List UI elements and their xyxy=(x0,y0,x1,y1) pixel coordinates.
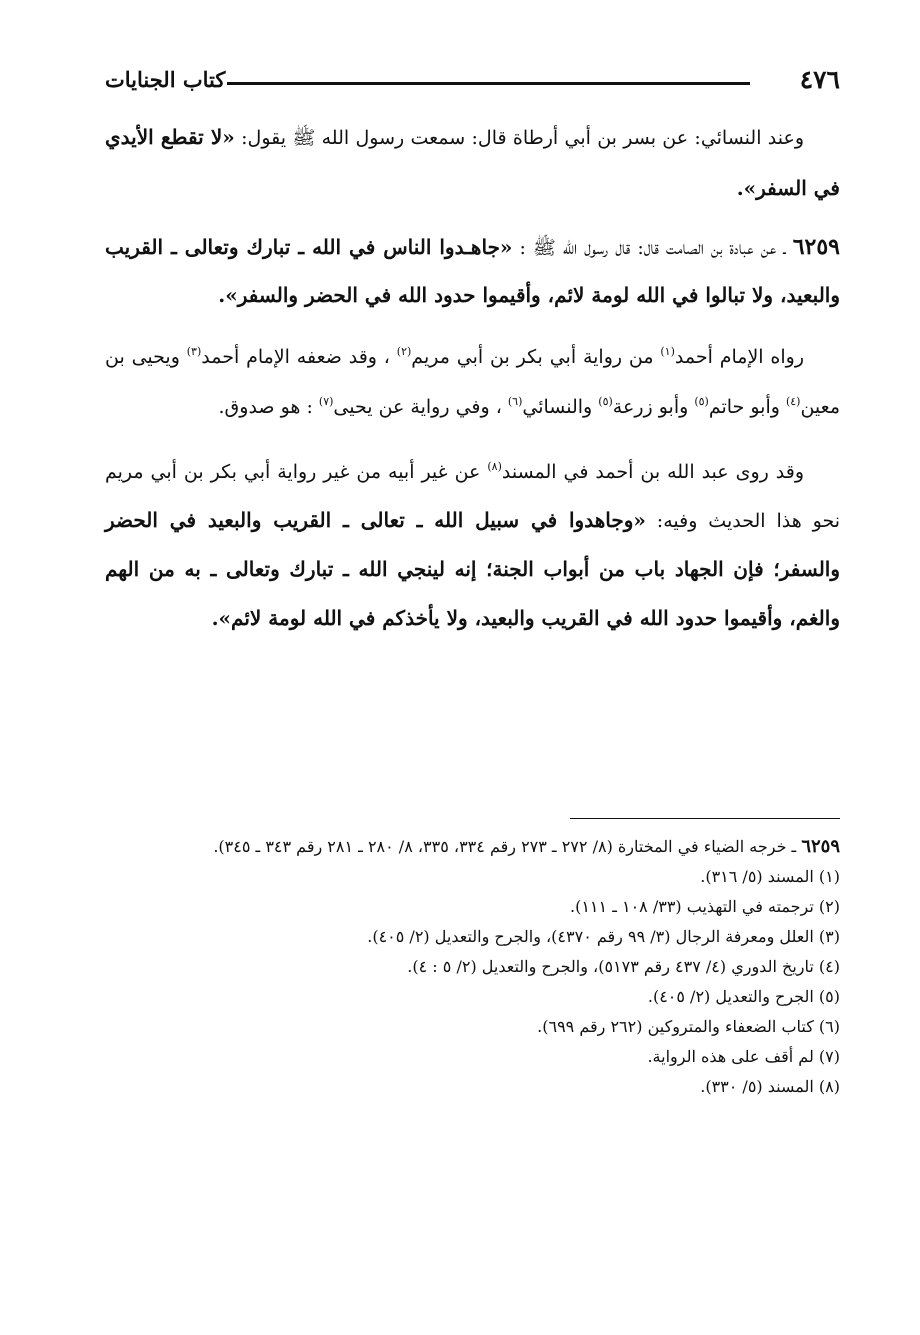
footnote-hadith-takhrij xyxy=(105,832,840,862)
hadith-isnad: ـ عن عبادة بن الصامت قال: قال رسول الله ﷺ : xyxy=(519,237,786,259)
footnote-ref: (١) xyxy=(660,345,675,358)
footnote-ref: (٥) xyxy=(598,395,613,408)
footnote-separator xyxy=(570,818,840,819)
footnote-ref: (٤) xyxy=(785,395,801,408)
paragraph-nasai xyxy=(105,112,840,214)
footnote-5: (٥) الجرح والتعديل (٢/ ٤٠٥). xyxy=(647,987,840,1006)
footnote-6: (٦) كتاب الضعفاء والمتروكين (٢٦٢ رقم ٦٩٩). xyxy=(537,1017,840,1036)
footnote-hadith-number: ٦٢٥٩ xyxy=(801,836,840,857)
text-span: ويحيى بن معين xyxy=(105,346,840,418)
text-span: من رواية أبي بكر بن أبي مريم xyxy=(411,346,661,368)
page-number: ٤٧٦ xyxy=(799,65,840,94)
footnotes xyxy=(105,832,840,1102)
footnote-8: (٨) المسند (٥/ ٣٣٠). xyxy=(700,1077,840,1096)
text-span: رواه الإمام أحمد xyxy=(674,346,804,368)
text-span: ، وقد ضعفه الإمام أحمد xyxy=(201,346,397,368)
page-header xyxy=(105,62,840,98)
footnote-7: (٧) لم أقف على هذه الرواية. xyxy=(647,1047,840,1066)
hadith-quote: «لا تقطع الأيدي في السفر». xyxy=(105,125,840,200)
footnote-ref: (٢) xyxy=(396,345,412,358)
hadith-quote: «جاهـدوا الناس في الله ـ تبارك وتعالى ـ القريب والبعيد، ولا تبالوا في الله لومة لائم، وأقيموا حدود الله في الحضر والسفر». xyxy=(105,235,840,307)
text-span: : هو صدوق. xyxy=(218,396,319,418)
text-span: وقد روى عبد الله بن أحمد في المسند xyxy=(501,461,804,483)
footnote-ref: (٣) xyxy=(186,345,202,358)
footnote-1: (١) المسند (٥/ ٣١٦). xyxy=(700,867,840,886)
text-span: عن غير أبيه من غير رواية أبي بكر بن أبي مريم نحو هذا الحديث وفيه: xyxy=(105,461,840,532)
text-span: وأبو حاتم xyxy=(708,396,786,418)
paragraph-lead: وعند النسائي: عن بسر بن أبي أرطاة قال: سمعت رسول الله ﷺ يقول: xyxy=(241,127,805,149)
text-span: وأبو زرعة xyxy=(612,396,695,418)
footnote-ref: (٦) xyxy=(507,395,523,408)
text-span: والنسائي xyxy=(522,396,599,418)
footnote-3: (٣) العلل ومعرفة الرجال (٣/ ٩٩ رقم ٤٣٧٠)، والجرح والتعديل (٢/ ٤٠٥). xyxy=(367,927,840,946)
footnote-ref: (٨) xyxy=(487,460,502,473)
paragraph-narration xyxy=(105,332,840,432)
main-text xyxy=(105,112,840,643)
hadith-number: ٦٢٥٩ xyxy=(792,234,840,260)
text-span: ، وفي رواية عن يحيى xyxy=(333,396,508,418)
footnote-4: (٤) تاريخ الدوري (٤/ ٤٣٧ رقم ٥١٧٣)، والجرح والتعديل (٢/ ٥ : ٤). xyxy=(407,957,840,976)
footnote-2: (٢) ترجمته في التهذيب (٣٣/ ١٠٨ ـ ١١١). xyxy=(570,897,840,916)
running-title: كتاب الجنايات xyxy=(105,67,226,92)
paragraph-musnad xyxy=(105,448,840,643)
hadith-6259 xyxy=(105,224,840,320)
footnote-ref: (٧) xyxy=(318,395,334,408)
hadith-quote: «وجاهدوا في سبيل الله ـ تعالى ـ القريب والبعيد في الحضر والسفر؛ فإن الجهاد باب من أبواب الجنة؛ إنه لينجي الله ـ تبارك وتعالى ـ به من الهم والغم، وأقيموا حدود الله في القريب والبعيد، ولا يأخذكم في الله لومة لائم». xyxy=(105,508,840,630)
header-rule xyxy=(227,82,750,85)
footnote-text: ـ خرجه الضياء في المختارة (٨/ ٢٧٢ ـ ٢٧٣ رقم ٣٣٤، ٣٣٥، ٨/ ٢٨٠ ـ ٢٨١ رقم ٣٤٣ ـ ٣٤٥). xyxy=(213,837,797,856)
footnote-ref: (٥) xyxy=(694,395,709,408)
